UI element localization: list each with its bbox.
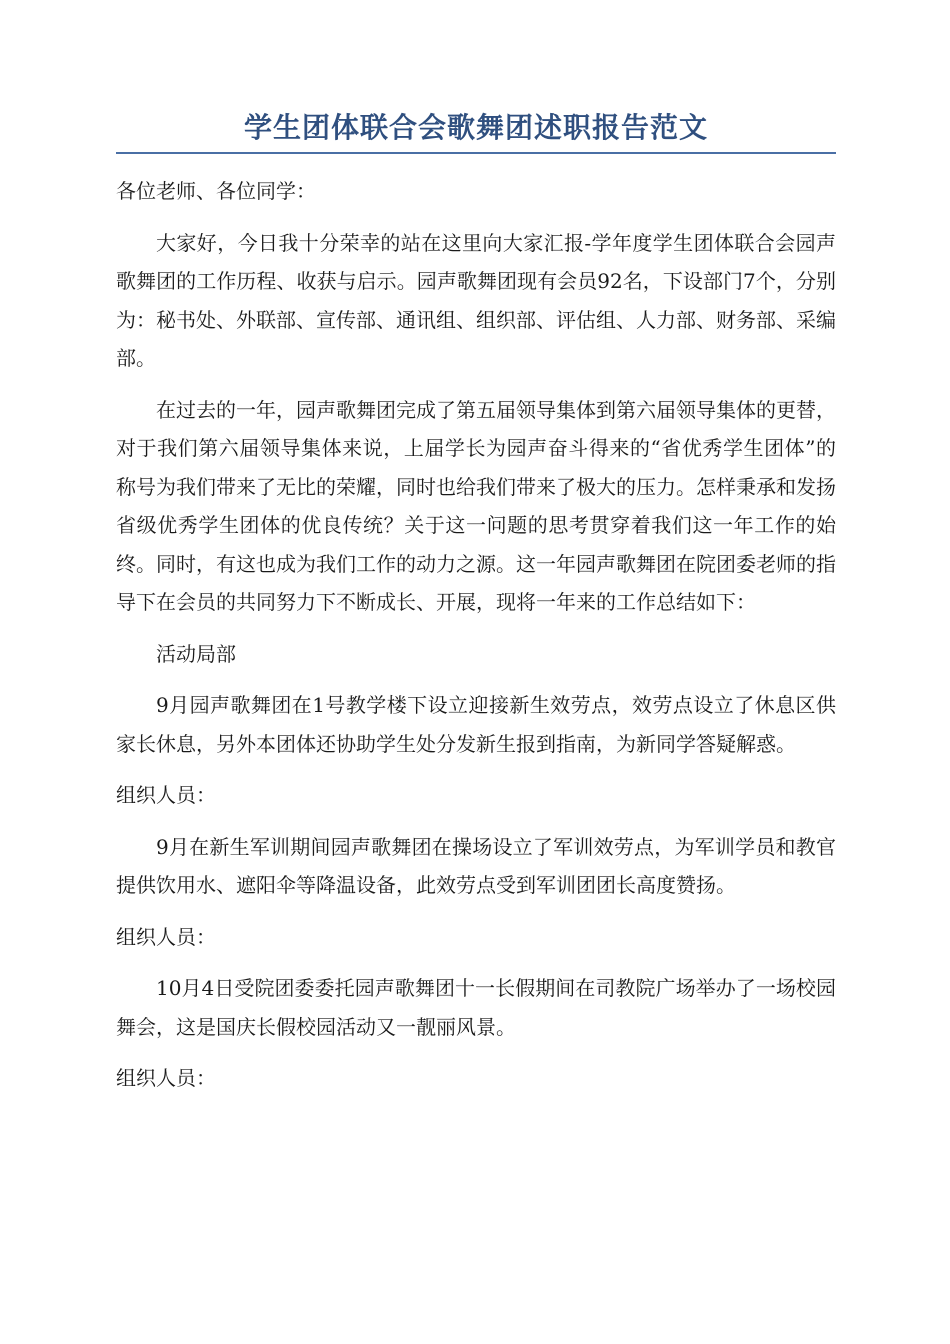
- paragraph-review: 在过去的一年，园声歌舞团完成了第五届领导集体到第六届领导集体的更替，对于我们第六届领导集体来说，上届学长为园声奋斗得来的“省优秀学生团体”的称号为我们带来了无比的荣耀，同时也给我们带来了极大的压力。怎样秉承和发扬省级优秀学生团体的优良传统？关于这一问题的思考贯穿着我们这一年工作的始终。同时，有这也成为我们工作的动力之源。这一年园声歌舞团在院团委老师的指导下在会员的共同努力下不断成长、开展，现将一年来的工作总结如下：: [116, 397, 836, 614]
- paragraph-activity-2: 9月在新生军训期间园声歌舞团在操场设立了军训效劳点，为军训学员和教官提供饮用水、遮阳伞等降温设备，此效劳点受到军训团团长高度赞扬。: [116, 834, 836, 897]
- title-underline: [116, 152, 836, 154]
- section-heading-activities: 活动局部: [156, 641, 236, 666]
- paragraph-greeting: 各位老师、各位同学：: [116, 179, 316, 203]
- organizer-label-3: 组织人员：: [116, 1066, 216, 1090]
- paragraph-activity-1: 9月园声歌舞团在1号教学楼下设立迎接新生效劳点，效劳点设立了休息区供家长休息，另外本团体还协助学生处分发新生报到指南，为新同学答疑解惑。: [116, 693, 836, 756]
- organizer-label-1: 组织人员：: [116, 783, 216, 807]
- organizer-label-2: 组织人员：: [116, 924, 216, 949]
- paragraph-intro: 大家好，今日我十分荣幸的站在这里向大家汇报-学年度学生团体联合会园声歌舞团的工作历程、收获与启示。园声歌舞团现有会员92名，下设部门7个，分别为：秘书处、外联部、宣传部、通讯组、组织部、评估组、人力部、财务部、采编部。: [116, 230, 836, 370]
- document-title: 学生团体联合会歌舞团述职报告范文: [243, 111, 708, 144]
- paragraph-activity-3: 10月4日受院团委委托园声歌舞团十一长假期间在司教院广场举办了一场校园舞会，这是国庆长假校园活动又一靓丽风景。: [116, 976, 836, 1039]
- document-page: [116, 108, 836, 1111]
